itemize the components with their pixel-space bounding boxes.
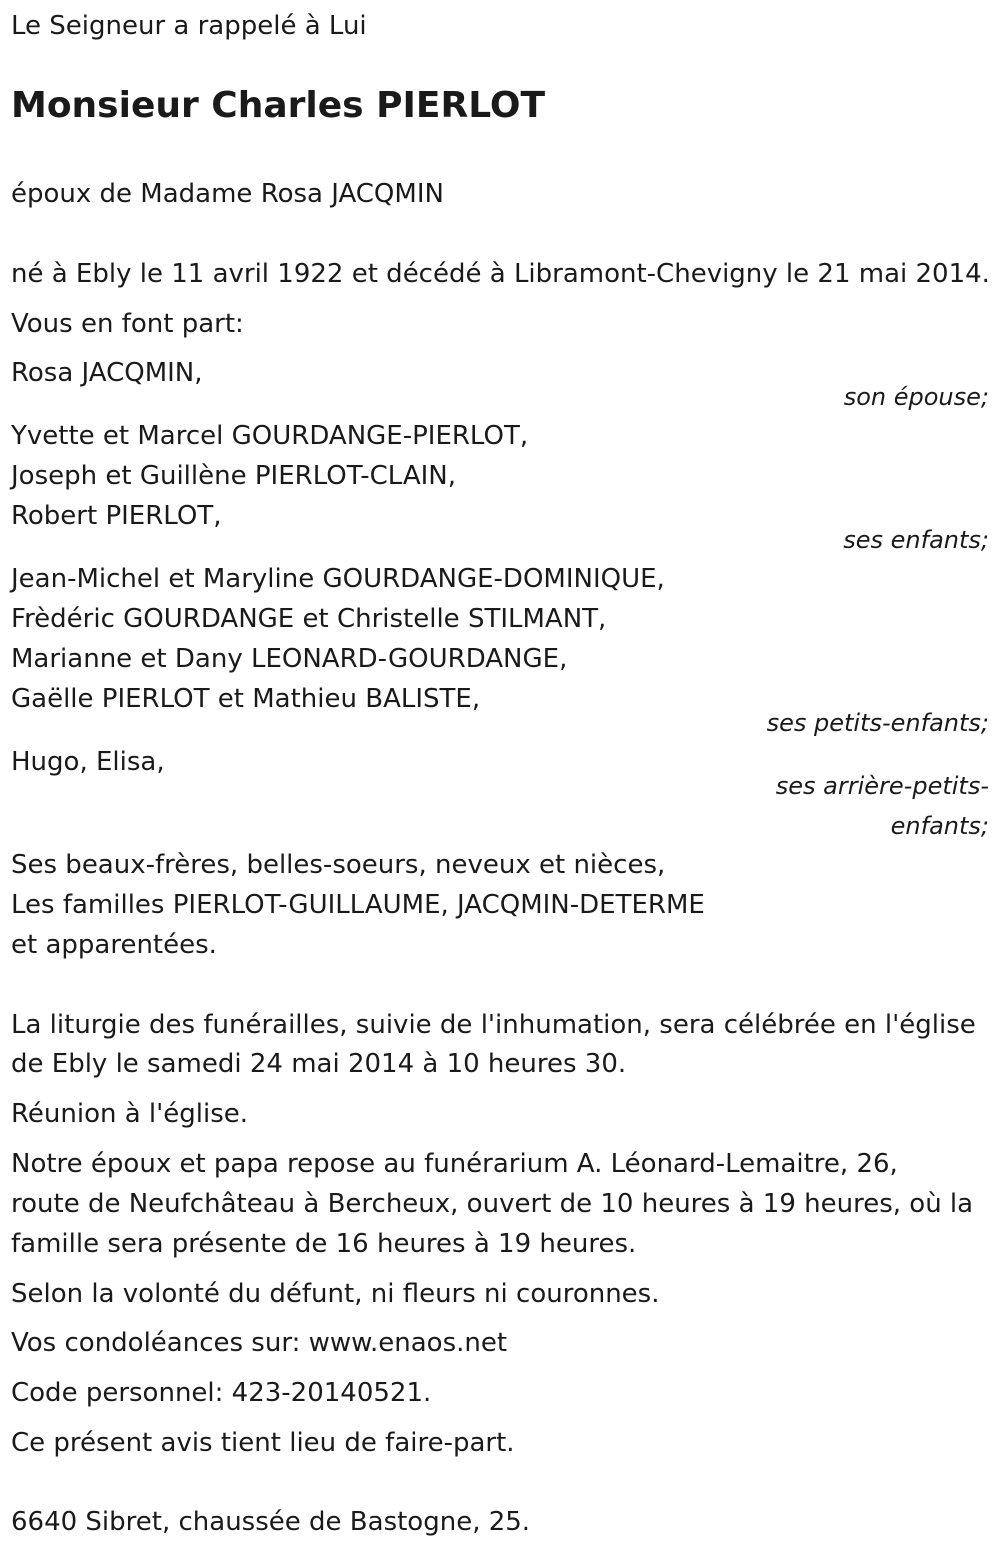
children-relation: ses enfants; — [843, 526, 989, 554]
grandchildren-relation: ses petits-enfants; — [766, 709, 989, 737]
spouse-name: Rosa JACQMIN, — [11, 358, 203, 388]
condolences-text: Vos condoléances sur: www.enaos.net — [11, 1328, 508, 1358]
grandchild-name: Jean-Michel et Maryline GOURDANGE-DOMINIQUE, — [11, 564, 665, 594]
liturgy-text: La liturgie des funérailles, suivie de l'inhumation, sera célébrée en l'église — [11, 1010, 976, 1040]
family-address: 6640 Sibret, chaussée de Bastogne, 25. — [11, 1507, 531, 1537]
child-name: Robert PIERLOT, — [11, 501, 222, 531]
rest-text: famille sera présente de 16 heures à 19 heures. — [11, 1229, 637, 1259]
birth-death-line: né à Ebly le 11 avril 1922 et décédé à Libramont-Chevigny le 21 mai 2014. — [11, 259, 990, 289]
deceased-name: Monsieur Charles PIERLOT — [11, 85, 546, 126]
child-name: Joseph et Guillène PIERLOT-CLAIN, — [11, 461, 456, 491]
other-family-line: et apparentées. — [11, 930, 217, 960]
grandchild-name: Gaëlle PIERLOT et Mathieu BALISTE, — [11, 684, 481, 714]
child-name: Yvette et Marcel GOURDANGE-PIERLOT, — [11, 421, 529, 451]
other-family-line: Les familles PIERLOT-GUILLAUME, JACQMIN-DETERME — [11, 890, 705, 920]
spouse-relation: son épouse; — [843, 383, 989, 411]
intro-text: Le Seigneur a rappelé à Lui — [11, 11, 367, 41]
notice-text: Ce présent avis tient lieu de faire-part. — [11, 1428, 515, 1458]
great-grandchildren-relation-line2: enfants; — [890, 812, 989, 840]
great-grandchild-name: Hugo, Elisa, — [11, 747, 165, 777]
spouse-line: époux de Madame Rosa JACQMIN — [11, 179, 444, 209]
personal-code: Code personnel: 423-20140521. — [11, 1378, 432, 1408]
grandchild-name: Marianne et Dany LEONARD-GOURDANGE, — [11, 644, 568, 674]
grandchild-name: Frèdéric GOURDANGE et Christelle STILMANT, — [11, 604, 607, 634]
liturgy-text: de Ebly le samedi 24 mai 2014 à 10 heures 30. — [11, 1049, 627, 1079]
other-family-line: Ses beaux-frères, belles-soeurs, neveux et nièces, — [11, 850, 666, 880]
rest-text: Notre époux et papa repose au funérarium A. Léonard-Lemaitre, 26, — [11, 1149, 898, 1179]
rest-text: route de Neufchâteau à Bercheux, ouvert de 10 heures à 19 heures, où la — [11, 1189, 974, 1219]
announce-line: Vous en font part: — [11, 309, 244, 339]
great-grandchildren-relation-line1: ses arrière-petits- — [775, 772, 989, 800]
meeting-text: Réunion à l'église. — [11, 1099, 249, 1129]
wishes-text: Selon la volonté du défunt, ni fleurs ni couronnes. — [11, 1279, 660, 1309]
